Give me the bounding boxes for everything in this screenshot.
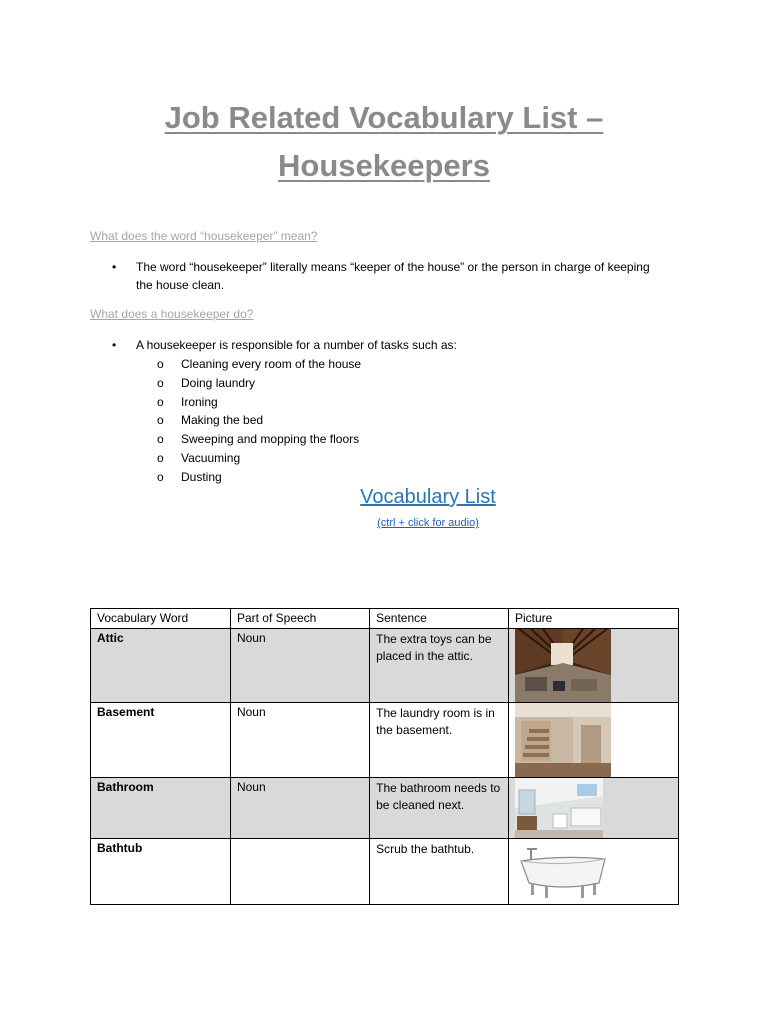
example-sentence: Scrub the bathtub.: [370, 839, 509, 905]
question-meaning: What does the word “housekeeper” mean?: [90, 229, 318, 243]
table-header-row: [91, 609, 679, 629]
column-header: Picture: [508, 609, 678, 629]
picture-cell: [508, 629, 678, 703]
title-line-2: Housekeepers: [278, 148, 490, 183]
bullet-dot: •: [112, 338, 117, 352]
part-of-speech: [230, 839, 369, 905]
bullet-dot: •: [112, 260, 117, 274]
example-sentence: The laundry room is in the basement.: [370, 703, 509, 778]
column-header: Part of Speech: [230, 609, 369, 629]
column-header: Vocabulary Word: [91, 609, 231, 629]
table-row: [91, 839, 679, 905]
task-label: Making the bed: [181, 413, 264, 428]
bathroom-photo: [515, 778, 603, 838]
picture-cell: [508, 703, 678, 778]
vocabulary-heading: Vocabulary List: [360, 486, 496, 508]
picture-cell: [508, 839, 678, 905]
table-row: [91, 778, 679, 839]
document-page: Job Related Vocabulary List – Housekeepers What does the word “housekeeper” mean? • The word “housekeeper” literally means “keeper of the house” or the person in charge of keeping the house clean. What does a housekeeper do? • A housekeeper is responsible for a number of tasks such as: o Cleaning every room of the house o Doing laundry o Ironing o Making the bed o Sweeping and mopping the floors o Vacuuming o Dusting Vocabulary List (ctrl + click for audio) Vocabulary Word Part of Speech Sentence Picture Attic Noun The extra toys can be placed in the attic. Basement Noun The laundry room is in the basement. Bathroom Noun The bathroom needs to be cleaned next. Bathtub Scrub the bathtub.: [0, 0, 768, 1024]
question-duties: What does a housekeeper do?: [90, 307, 254, 321]
attic-photo: [515, 629, 611, 702]
example-sentence: The bathroom needs to be cleaned next.: [370, 778, 509, 839]
task-label: Ironing: [181, 394, 218, 409]
bullet-duties-text: A housekeeper is responsible for a number of tasks such as:: [136, 338, 457, 352]
bullet-meaning-text: The word “housekeeper” literally means “keeper of the house” or the person in charge of keeping the house clean.: [136, 260, 650, 292]
vocabulary-table: [90, 608, 679, 905]
bathtub-photo: [515, 839, 611, 903]
basement-photo: [515, 703, 611, 777]
audio-link[interactable]: (ctrl + click for audio): [377, 517, 479, 529]
vocab-word: Attic: [91, 629, 231, 703]
vocab-word: Bathroom: [91, 778, 231, 839]
vocab-word: Basement: [91, 703, 231, 778]
table-row: [91, 703, 679, 778]
part-of-speech: Noun: [230, 703, 369, 778]
task-label: Cleaning every room of the house: [181, 357, 362, 371]
part-of-speech: Noun: [230, 629, 369, 703]
bullet-meaning: [112, 258, 672, 298]
bullet-duties: [112, 336, 632, 356]
example-sentence: The extra toys can be placed in the attic.: [370, 629, 509, 703]
part-of-speech: Noun: [230, 778, 369, 839]
picture-cell: [508, 778, 678, 839]
page-title: [90, 94, 678, 190]
column-header: Sentence: [370, 609, 509, 629]
vocab-word: Bathtub: [91, 839, 231, 905]
table-row: [91, 629, 679, 703]
task-label: Dusting: [181, 469, 222, 484]
task-label: Doing laundry: [181, 375, 256, 390]
task-label: Sweeping and mopping the floors: [181, 432, 360, 447]
title-line-1: Job Related Vocabulary List –: [164, 100, 604, 135]
task-label: Vacuuming: [181, 450, 241, 465]
